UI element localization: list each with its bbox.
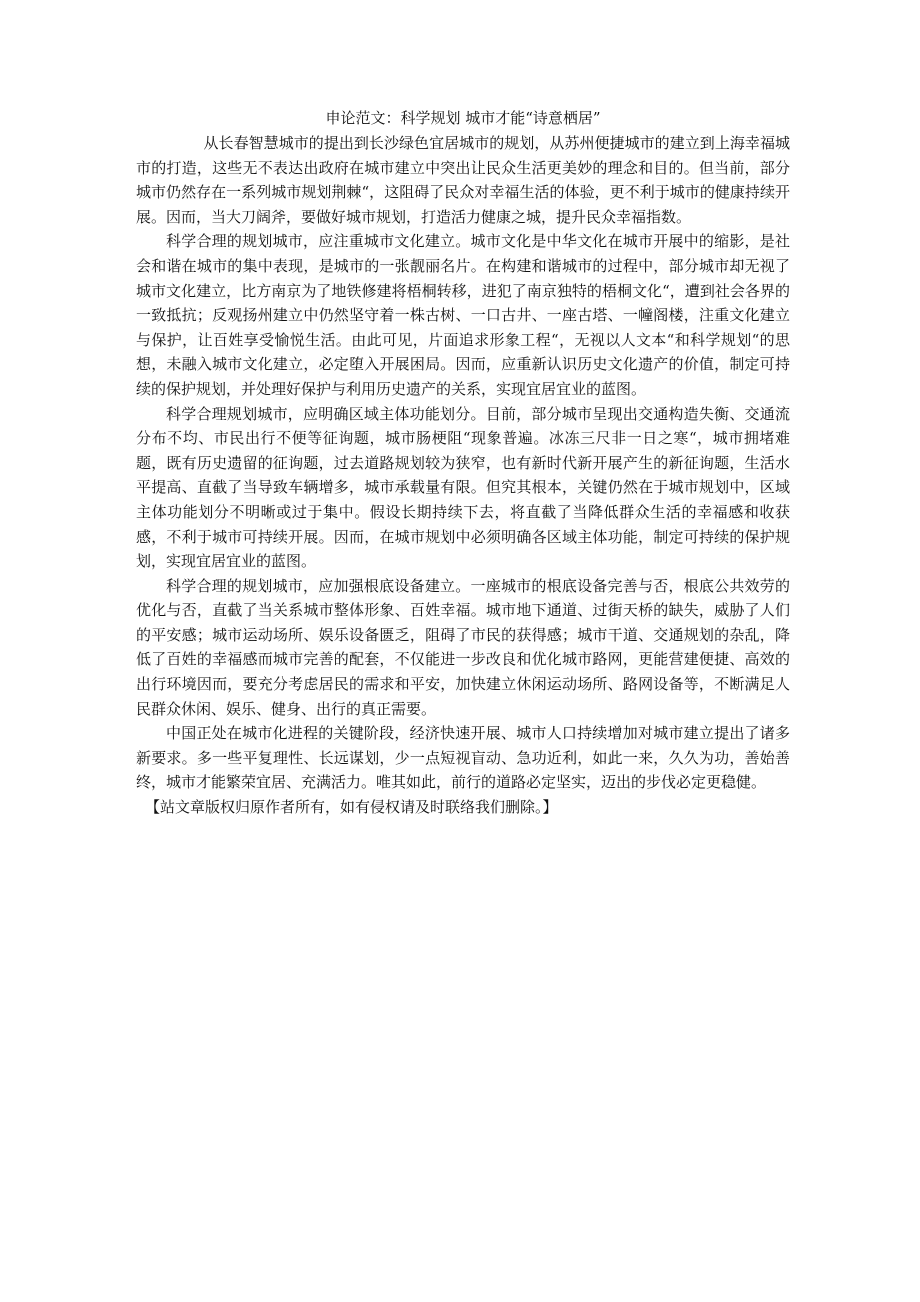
document-page bbox=[136, 106, 790, 820]
document-title: 申论范文：科学规划 城市才能“诗意栖居” bbox=[325, 109, 601, 127]
paragraph-intro: 从长春智慧城市的提出到长沙绿色宜居城市的规划，从苏州便捷城市的建立到上海幸福城市的打造，这些无不表达出政府在城市建立中突出让民众生活更美妙的理念和目的。但当前，部分城市仍然存在一系列城市规划荆棘“，这阻碍了民众对幸福生活的体验，更不利于城市的健康持续开展。因而，当大刀阔斧，要做好城市规划，打造活力健康之城，提升民众幸福指数。 bbox=[136, 134, 790, 226]
copyright-notice: 【站文章版权归原作者所有，如有侵权请及时联络我们删除。】 bbox=[145, 798, 558, 817]
paragraph-culture: 科学合理的规划城市，应注重城市文化建立。城市文化是中华文化在城市开展中的缩影，是社会和谐在城市的集中表现，是城市的一张靓丽名片。在构建和谐城市的过程中，部分城市却无视了城市文化建立，比方南京为了地铁修建将梧桐转移，进犯了南京独特的梧桐文化“，遭到社会各界的一致抵抗；反观扬州建立中仍然坚守着一株古树、一口古井、一座古塔、一幢阁楼，注重文化建立与保护，让百姓享受愉悦生活。由此可见，片面追求形象工程“，无视以人文本“和科学规划“的思想，未融入城市文化建立，必定堕入开展困局。因而，应重新认识历史文化遗产的价值，制定可持续的保护规划，并处理好保护与利用历史遗产的关系，实现宜居宜业的蓝图。 bbox=[136, 232, 790, 398]
paragraph-conclusion: 中国正处在城市化进程的关键阶段，经济快速开展、城市人口持续增加对城市建立提出了诸多新要求。多一些平复理性、长远谋划，少一点短视盲动、急功近利，如此一来，久久为功，善始善终，城市才能繁荣宜居、充满活力。唯其如此，前行的道路必定坚实，迈出的步伐必定更稳健。 bbox=[136, 724, 790, 792]
paragraph-infrastructure: 科学合理的规划城市，应加强根底设备建立。一座城市的根底设备完善与否，根底公共效劳的优化与否，直截了当关系城市整体形象、百姓幸福。城市地下通道、过街天桥的缺失，威胁了人们的平安感；城市运动场所、娱乐设备匮乏，阻碍了市民的获得感；城市干道、交通规划的杂乱，降低了百姓的幸福感而城市完善的配套，不仅能进一步改良和优化城市路网，更能营建便捷、高效的出行环境因而，要充分考虑居民的需求和平安，加快建立休闲运动场所、路网设备等，不断满足人民群众休闲、娱乐、健身、出行的真正需要。 bbox=[136, 576, 790, 718]
paragraph-function-zoning: 科学合理规划城市，应明确区域主体功能划分。目前，部分城市呈现出交通构造失衡、交通流分布不均、市民出行不便等征询题，城市肠梗阻“现象普遍。冰冻三尺非一日之寒“，城市拥堵难题，既有历史遗留的征询题，过去道路规划较为狭窄，也有新时代新开展产生的新征询题，生活水平提高、直截了当导致车辆增多，城市承载量有限。但究其根本，关键仍然在于城市规划中，区域主体功能划分不明晰或过于集中。假设长期持续下去，将直截了当降低群众生活的幸福感和收获感，不利于城市可持续开展。因而，在城市规划中必须明确各区域主体功能，制定可持续的保护规划，实现宜居宜业的蓝图。 bbox=[136, 404, 790, 571]
